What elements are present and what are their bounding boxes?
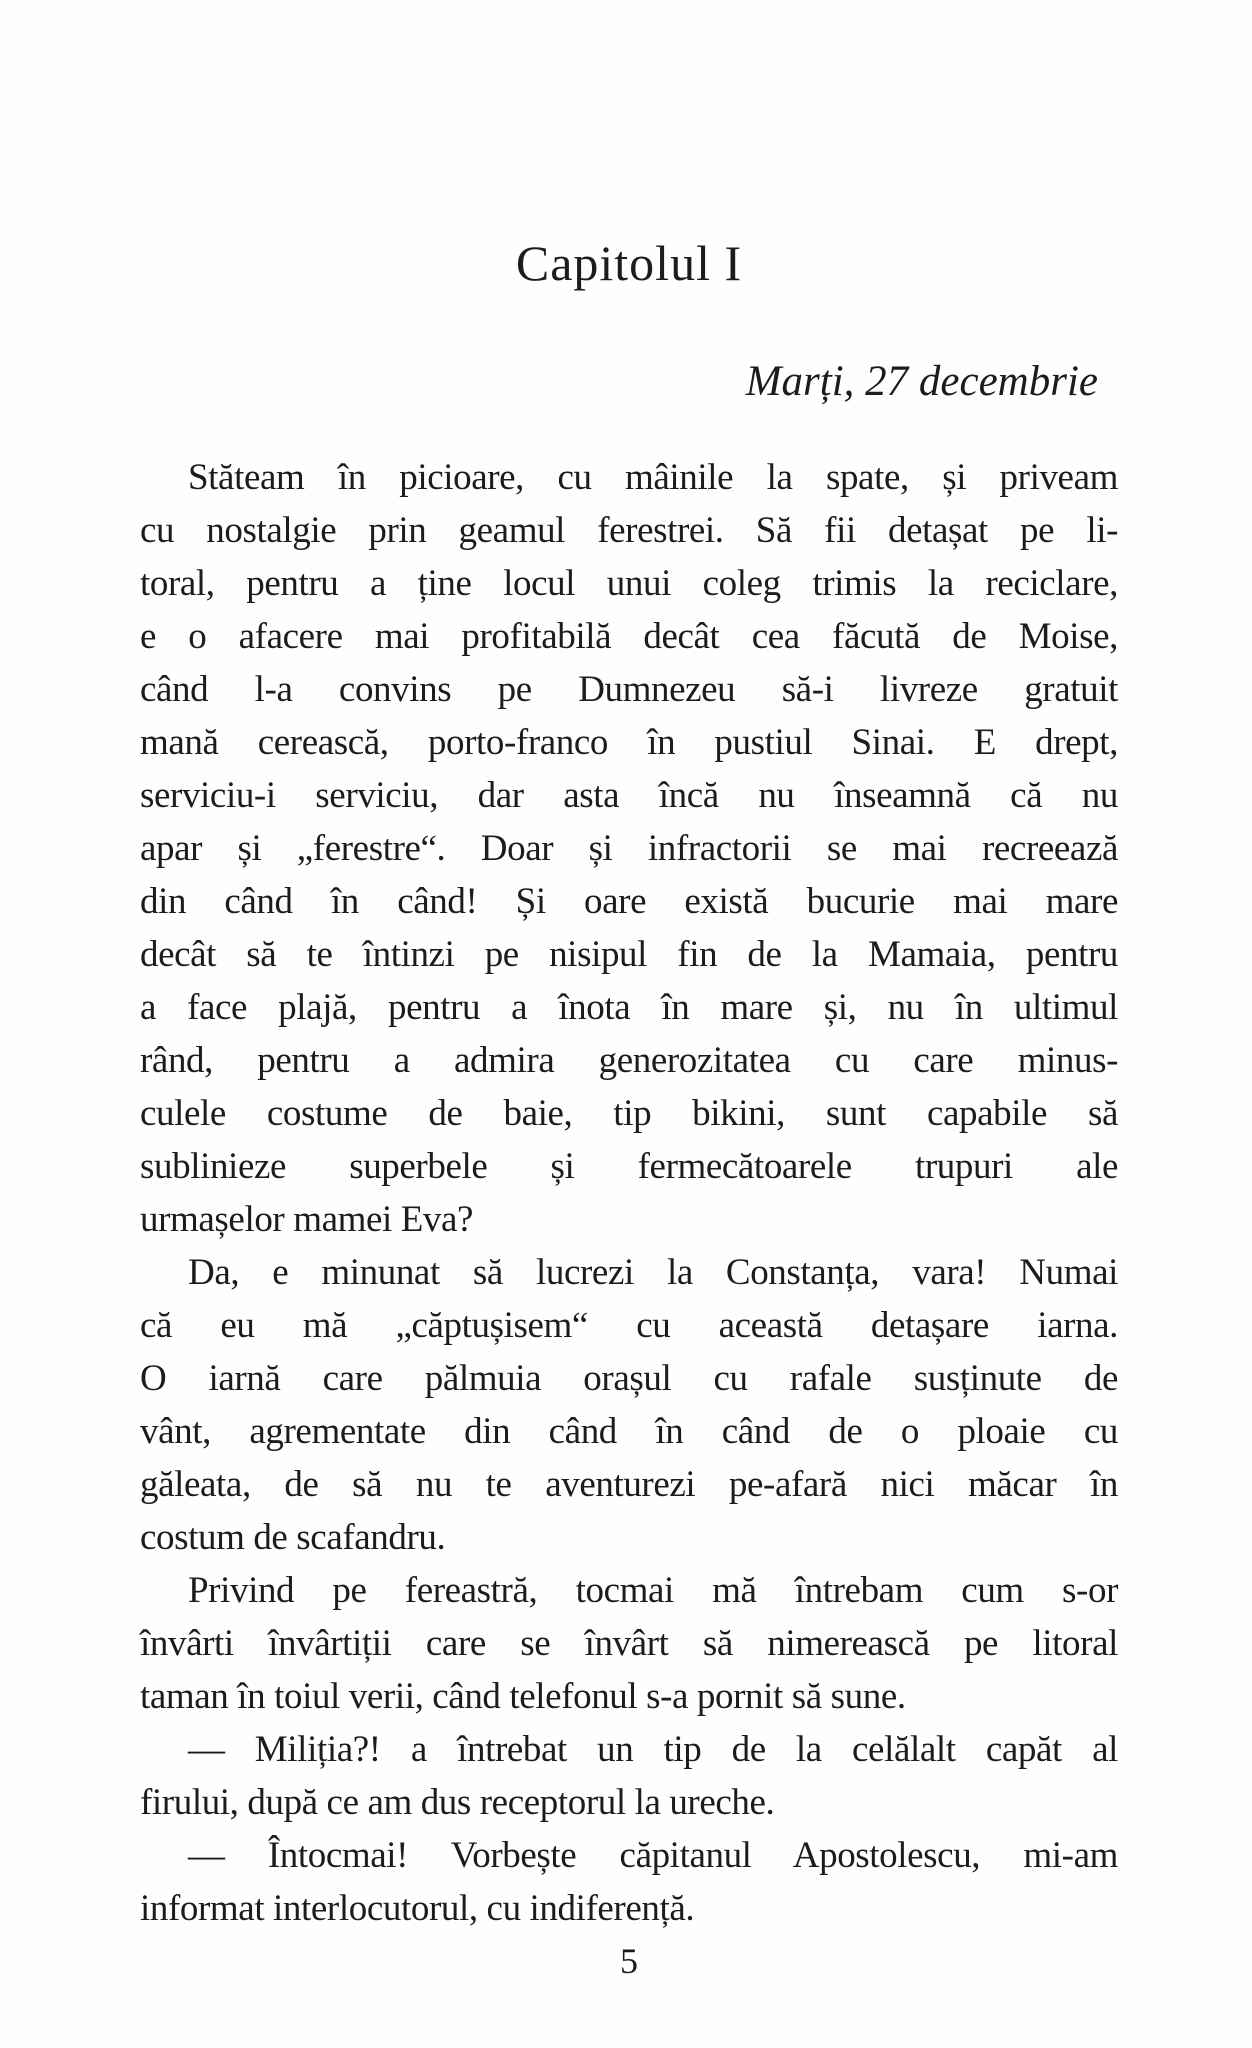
- text-line: serviciu-i serviciu, dar asta încă nu înseamnă că nu: [140, 775, 1118, 816]
- text-line: Stăteam în picioare, cu mâinile la spate, și priveam: [188, 457, 1118, 498]
- chapter-title: Capitolul I: [515, 235, 743, 291]
- text-line: e o afacere mai profitabilă decât cea făcută de Moise,: [140, 616, 1118, 657]
- text-line: Privind pe fereastră, tocmai mă întrebam cum s-or: [188, 1570, 1118, 1611]
- text-line: — Întocmai! Vorbește căpitanul Apostolescu, mi-am: [188, 1835, 1118, 1876]
- dateline: Marți, 27 decembrie: [745, 358, 1098, 405]
- text-line: urmașelor mamei Eva?: [140, 1199, 474, 1240]
- text-line: găleata, de să nu te aventurezi pe-afară nici măcar în: [140, 1464, 1118, 1505]
- text-line: O iarnă care pălmuia orașul cu rafale susținute de: [140, 1358, 1118, 1399]
- text-line: sublinieze superbele și fermecătoarele trupuri ale: [140, 1146, 1118, 1187]
- text-line: taman în toiul verii, când telefonul s-a pornit să sune.: [140, 1676, 906, 1717]
- text-line: apar și „ferestre“. Doar și infractorii se mai recreează: [140, 828, 1118, 869]
- body-text: [140, 451, 1118, 1935]
- text-line: Da, e minunat să lucrezi la Constanța, vara! Numai: [188, 1252, 1118, 1293]
- text-line: firului, după ce am dus receptorul la ureche.: [140, 1782, 775, 1823]
- text-line: mană cerească, porto-franco în pustiul Sinai. E drept,: [140, 722, 1118, 763]
- text-line: că eu mă „căptușisem“ cu această detașare iarna.: [140, 1305, 1118, 1346]
- text-line: a face plajă, pentru a înota în mare și, nu în ultimul: [140, 987, 1118, 1028]
- text-line: culele costume de baie, tip bikini, sunt capabile să: [140, 1093, 1118, 1134]
- text-line: din când în când! Și oare există bucurie mai mare: [140, 881, 1118, 922]
- text-line: costum de scafandru.: [140, 1517, 446, 1558]
- text-line: rând, pentru a admira generozitatea cu care minus-: [140, 1040, 1118, 1081]
- text-line: informat interlocutorul, cu indiferență.: [140, 1888, 695, 1929]
- text-line: vânt, agrementate din când în când de o ploaie cu: [140, 1411, 1118, 1452]
- page-number: 5: [620, 1941, 638, 1981]
- text-line: cu nostalgie prin geamul ferestrei. Să fii detașat pe li-: [140, 510, 1118, 551]
- text-line: toral, pentru a ține locul unui coleg trimis la reciclare,: [140, 563, 1118, 604]
- page-content: [140, 0, 1118, 1979]
- text-line: decât să te întinzi pe nisipul fin de la Mamaia, pentru: [140, 934, 1118, 975]
- text-line: învârti învârtiții care se învârt să nimerească pe litoral: [140, 1623, 1118, 1664]
- text-line: — Miliția?! a întrebat un tip de la celălalt capăt al: [188, 1729, 1118, 1770]
- text-line: când l-a convins pe Dumnezeu să-i livreze gratuit: [140, 669, 1118, 710]
